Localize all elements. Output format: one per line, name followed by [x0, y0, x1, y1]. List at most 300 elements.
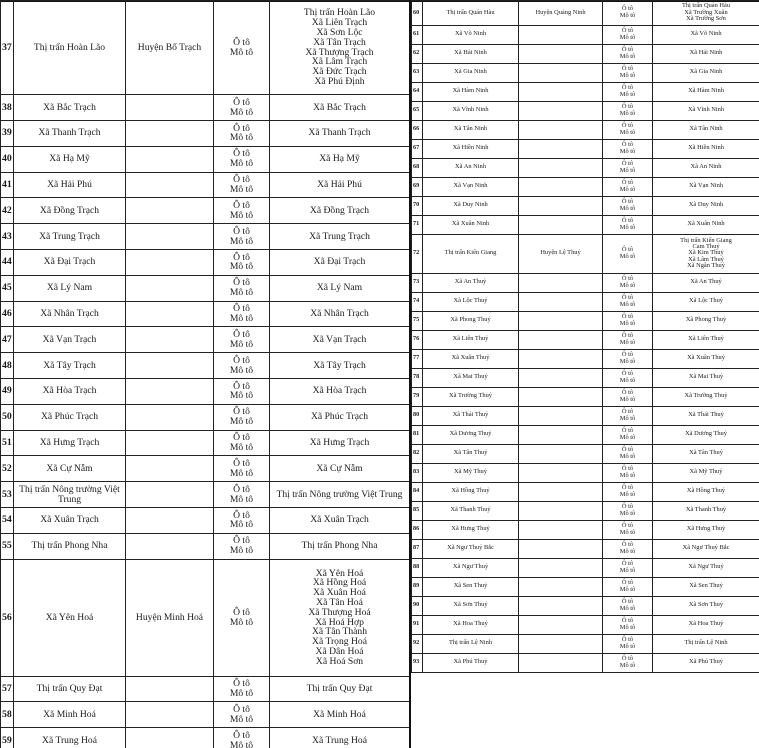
vehicle-type-line: Ô tô	[233, 354, 250, 366]
vehicle-type-cell	[603, 25, 653, 44]
table-row	[1, 95, 410, 121]
coverage-area-line: Cam Thuỷ	[692, 242, 720, 250]
table-row	[412, 539, 759, 558]
unit-name-cell: Xã Hàm Ninh	[423, 82, 519, 101]
district-cell	[519, 387, 603, 406]
table-row	[1, 507, 410, 533]
coverage-area-cell	[653, 158, 759, 177]
row-number-cell: 78	[412, 368, 423, 387]
vehicle-type-line: Ô tô	[621, 103, 634, 111]
coverage-area-line: Xã Thượng Hoá	[308, 606, 371, 618]
row-number-cell: 39	[1, 120, 14, 146]
district-cell	[519, 120, 603, 139]
table-row	[412, 615, 759, 634]
vehicle-type-line: Mô tô	[619, 52, 636, 60]
vehicle-type-line: Mô tô	[619, 414, 636, 422]
coverage-area-line: Xã Trường Sơn	[686, 15, 726, 22]
table-row	[1, 172, 410, 198]
coverage-area-cell	[270, 172, 410, 198]
coverage-area-cell	[653, 558, 759, 577]
coverage-area-line: Xã Minh Hoá	[313, 708, 366, 720]
vehicle-type-line: Ô tô	[621, 389, 634, 397]
row-number-cell: 54	[1, 507, 14, 533]
vehicle-type-line: Ô tô	[621, 27, 634, 35]
unit-name-cell: Thị trấn Phong Nha	[14, 533, 126, 559]
table-row	[412, 63, 759, 82]
vehicle-type-line: Ô tô	[233, 148, 250, 160]
row-number-cell: 88	[412, 558, 423, 577]
vehicle-type-cell	[603, 311, 653, 330]
coverage-area-line: Xã Ngân Thuỷ	[687, 262, 725, 270]
coverage-area-line: Xã Mỹ Thuỷ	[689, 468, 723, 476]
table-row	[1, 728, 410, 748]
unit-name-cell: Thị trấn Kiến Giang	[423, 234, 519, 273]
row-number-cell: 41	[1, 172, 14, 198]
vehicle-type-line: Mô tô	[619, 395, 636, 403]
vehicle-type-cell	[603, 44, 653, 63]
district-cell: Huyện Quảng Ninh	[519, 1, 603, 26]
vehicle-type-line: Mô tô	[619, 623, 636, 631]
vehicle-type-line: Ô tô	[621, 160, 634, 168]
district-cell	[519, 463, 603, 482]
vehicle-type-cell	[603, 387, 653, 406]
row-number-cell: 64	[412, 82, 423, 101]
district-cell	[519, 196, 603, 215]
unit-name-cell: Xã Trung Hoá	[14, 728, 126, 748]
coverage-area-cell	[270, 676, 410, 702]
coverage-area-line: Xã Thượng Trạch	[305, 46, 374, 58]
coverage-area-cell	[653, 368, 759, 387]
coverage-area-line: Xã Trường Xuân	[684, 8, 728, 16]
vehicle-type-line: Ô tô	[621, 484, 634, 492]
district-cell	[519, 539, 603, 558]
row-number-cell: 37	[1, 1, 14, 95]
district-cell	[519, 482, 603, 501]
district-cell	[126, 198, 214, 224]
table-row	[412, 196, 759, 215]
vehicle-type-line: Ô tô	[233, 432, 250, 444]
coverage-area-cell	[653, 292, 759, 311]
vehicle-type-line: Mô tô	[619, 71, 636, 79]
unit-name-cell: Xã Hồng Thuỷ	[423, 482, 519, 501]
vehicle-type-line: Ô tô	[233, 36, 250, 48]
vehicle-type-line: Mô tô	[229, 493, 254, 505]
coverage-area-cell	[270, 482, 410, 508]
vehicle-type-line: Mô tô	[619, 528, 636, 536]
district-cell: Huyện Bố Trạch	[126, 1, 214, 95]
coverage-area-cell	[653, 273, 759, 292]
vehicle-type-line: Ô tô	[233, 703, 250, 715]
table-row	[412, 349, 759, 368]
coverage-area-line: Xã Hòa Trạch	[312, 385, 367, 397]
coverage-area-cell	[653, 596, 759, 615]
coverage-area-cell	[653, 25, 759, 44]
coverage-area-cell	[653, 177, 759, 196]
coverage-area-cell	[270, 728, 410, 748]
coverage-area-line: Xã Phú Định	[314, 75, 365, 87]
vehicle-type-cell	[603, 63, 653, 82]
vehicle-type-line: Ô tô	[233, 199, 250, 211]
coverage-area-cell	[653, 634, 759, 653]
row-number-cell: 52	[1, 456, 14, 482]
coverage-area-line: Xã Yên Hoá	[315, 567, 364, 579]
vehicle-type-line: Mô tô	[229, 713, 254, 725]
vehicle-type-line: Ô tô	[233, 122, 250, 134]
vehicle-type-cell	[603, 634, 653, 653]
vehicle-type-line: Mô tô	[619, 281, 636, 289]
coverage-area-cell	[270, 378, 410, 404]
row-number-cell: 91	[412, 615, 423, 634]
vehicle-type-line: Mô tô	[229, 209, 254, 221]
row-number-cell: 90	[412, 596, 423, 615]
coverage-area-cell	[270, 353, 410, 379]
vehicle-type-cell	[214, 146, 270, 172]
vehicle-type-line: Mô tô	[229, 687, 254, 699]
table-row	[412, 387, 759, 406]
coverage-area-cell	[653, 1, 759, 26]
unit-name-cell: Xã Hải Ninh	[423, 44, 519, 63]
district-cell	[126, 404, 214, 430]
coverage-area-line: Xã Sen Thuỷ	[689, 582, 723, 590]
vehicle-type-line: Ô tô	[233, 251, 250, 263]
coverage-area-line: Thị trấn Phong Nha	[301, 540, 378, 552]
vehicle-type-cell	[603, 120, 653, 139]
vehicle-type-line: Mô tô	[619, 452, 636, 460]
vehicle-type-cell	[603, 558, 653, 577]
row-number-cell: 56	[1, 559, 14, 676]
vehicle-type-line: Mô tô	[229, 467, 254, 479]
coverage-area-line: Xã Dân Hoá	[315, 645, 364, 657]
coverage-area-cell	[653, 615, 759, 634]
district-cell	[519, 653, 603, 672]
coverage-area-line: Xã Dương Thuỷ	[685, 430, 727, 438]
vehicle-type-cell	[603, 463, 653, 482]
district-cell	[519, 520, 603, 539]
coverage-area-line: Thị trấn Quy Đạt	[306, 683, 373, 695]
district-cell	[519, 82, 603, 101]
district-cell	[126, 676, 214, 702]
vehicle-type-cell	[214, 301, 270, 327]
vehicle-type-line: Mô tô	[229, 183, 254, 195]
coverage-area-line: Xã Tân Thuỷ	[689, 449, 723, 457]
vehicle-type-cell	[214, 353, 270, 379]
vehicle-type-line: Ô tô	[621, 46, 634, 54]
coverage-area-line: Xã Tân Thành	[311, 626, 368, 638]
coverage-area-cell	[653, 653, 759, 672]
coverage-area-line: Xã Gia Ninh	[689, 68, 723, 76]
coverage-area-line: Xã Tân Trạch	[313, 36, 366, 48]
district-cell	[519, 273, 603, 292]
coverage-area-line: Xã Đại Trạch	[313, 256, 366, 268]
coverage-area-cell	[270, 249, 410, 275]
coverage-area-line: Xã Tân Hoá	[316, 596, 363, 608]
right-table	[411, 0, 759, 673]
vehicle-type-line: Ô tô	[621, 503, 634, 511]
coverage-area-line: Xã Đức Trạch	[312, 66, 367, 78]
coverage-area-line: Thị trấn Lệ Ninh	[684, 639, 728, 647]
table-row	[412, 596, 759, 615]
vehicle-type-cell	[214, 702, 270, 728]
vehicle-type-cell	[214, 430, 270, 456]
district-cell: Huyện Lệ Thuỷ	[519, 234, 603, 273]
vehicle-type-line: Mô tô	[229, 364, 254, 376]
unit-name-cell: Xã Hạ Mỹ	[14, 146, 126, 172]
table-row	[412, 463, 759, 482]
table-row	[412, 234, 759, 273]
coverage-area-line: Xã Đồng Trạch	[309, 204, 370, 216]
row-number-cell: 62	[412, 44, 423, 63]
unit-name-cell: Xã Ngư Thuỷ Bắc	[423, 539, 519, 558]
vehicle-type-line: Mô tô	[229, 416, 254, 428]
table-row	[412, 1, 759, 26]
vehicle-type-line: Ô tô	[621, 294, 634, 302]
coverage-area-cell	[270, 1, 410, 95]
vehicle-type-line: Mô tô	[229, 312, 254, 324]
coverage-area-line: Thị trấn Hoàn Lão	[303, 7, 376, 19]
row-number-cell: 87	[412, 539, 423, 558]
coverage-area-line: Xã Thái Thuỷ	[688, 411, 724, 419]
vehicle-type-line: Mô tô	[619, 223, 636, 231]
coverage-area-cell	[653, 63, 759, 82]
vehicle-type-line: Mô tô	[619, 642, 636, 650]
coverage-area-line: Xã Vạn Trạch	[312, 333, 367, 345]
district-cell	[126, 249, 214, 275]
coverage-area-cell	[270, 559, 410, 676]
district-cell	[126, 533, 214, 559]
unit-name-cell: Xã Hòa Trạch	[14, 378, 126, 404]
coverage-area-cell	[270, 430, 410, 456]
table-row	[412, 25, 759, 44]
vehicle-type-cell	[214, 120, 270, 146]
coverage-area-line: Xã Xuân Ninh	[687, 220, 725, 228]
district-cell	[519, 311, 603, 330]
row-number-cell: 61	[412, 25, 423, 44]
table-row	[1, 146, 410, 172]
coverage-area-cell	[653, 101, 759, 120]
vehicle-type-line: Ô tô	[621, 598, 634, 606]
vehicle-type-cell	[214, 172, 270, 198]
row-number-cell: 82	[412, 444, 423, 463]
coverage-area-cell	[270, 275, 410, 301]
vehicle-type-line: Ô tô	[233, 457, 250, 469]
vehicle-type-line: Ô tô	[621, 541, 634, 549]
vehicle-type-line: Mô tô	[619, 33, 636, 41]
coverage-area-line: Xã Sơn Thuỷ	[688, 601, 724, 609]
coverage-area-cell	[270, 404, 410, 430]
row-number-cell: 85	[412, 501, 423, 520]
unit-name-cell: Xã Thái Thuỷ	[423, 406, 519, 425]
district-cell	[126, 172, 214, 198]
coverage-area-line: Xã Tân Ninh	[689, 125, 723, 133]
coverage-area-line: Xã Hưng Thuỷ	[686, 525, 726, 533]
vehicle-type-line: Ô tô	[621, 655, 634, 663]
vehicle-type-cell	[603, 653, 653, 672]
district-cell	[126, 95, 214, 121]
table-row	[1, 353, 410, 379]
row-number-cell: 76	[412, 330, 423, 349]
district-cell	[519, 615, 603, 634]
vehicle-type-line: Ô tô	[233, 678, 250, 690]
vehicle-type-line: Ô tô	[621, 275, 634, 283]
table-row	[412, 634, 759, 653]
district-cell	[519, 368, 603, 387]
table-row	[412, 501, 759, 520]
unit-name-cell: Xã Xuân Thuỷ	[423, 349, 519, 368]
coverage-area-line: Xã Hoá Sơn	[315, 655, 364, 667]
coverage-area-line: Xã Vĩnh Ninh	[687, 106, 725, 114]
table-row	[1, 378, 410, 404]
table-row	[412, 425, 759, 444]
district-cell	[126, 146, 214, 172]
row-number-cell: 83	[412, 463, 423, 482]
row-number-cell: 49	[1, 378, 14, 404]
vehicle-type-line: Mô tô	[229, 158, 254, 170]
unit-name-cell: Xã Xuân Ninh	[423, 215, 519, 234]
coverage-area-cell	[270, 507, 410, 533]
vehicle-type-line: Ô tô	[621, 5, 634, 13]
vehicle-type-line: Mô tô	[619, 509, 636, 517]
table-row	[412, 158, 759, 177]
district-cell	[126, 456, 214, 482]
district-cell	[126, 353, 214, 379]
table-row	[412, 330, 759, 349]
unit-name-cell: Thị trấn Lệ Ninh	[423, 634, 519, 653]
vehicle-type-line: Ô tô	[621, 465, 634, 473]
vehicle-type-line: Ô tô	[233, 96, 250, 108]
unit-name-cell: Xã Mai Thuỷ	[423, 368, 519, 387]
coverage-area-line: Xã Phú Thuỷ	[689, 658, 723, 666]
coverage-area-line: Xã Phong Thuỷ	[685, 316, 727, 324]
vehicle-type-line: Ô tô	[621, 217, 634, 225]
coverage-area-cell	[270, 702, 410, 728]
vehicle-type-line: Mô tô	[619, 471, 636, 479]
district-cell	[126, 120, 214, 146]
coverage-area-cell	[653, 577, 759, 596]
coverage-area-line: Xã Ngư Thuỷ	[688, 563, 724, 571]
unit-name-cell: Xã Ngư Thuỷ	[423, 558, 519, 577]
unit-name-cell: Xã Sen Thuỷ	[423, 577, 519, 596]
table-row	[1, 559, 410, 676]
vehicle-type-cell	[603, 444, 653, 463]
district-cell	[519, 177, 603, 196]
vehicle-type-line: Ô tô	[621, 313, 634, 321]
vehicle-type-line: Ô tô	[233, 225, 250, 237]
vehicle-type-cell	[214, 559, 270, 676]
coverage-area-line: Xã Võ Ninh	[690, 30, 722, 38]
coverage-area-cell	[653, 82, 759, 101]
row-number-cell: 89	[412, 577, 423, 596]
coverage-area-cell	[653, 482, 759, 501]
coverage-area-cell	[270, 301, 410, 327]
unit-name-cell: Xã Xuân Trạch	[14, 507, 126, 533]
vehicle-type-line: Mô tô	[619, 547, 636, 555]
vehicle-type-line: Mô tô	[619, 300, 636, 308]
unit-name-cell: Xã Vạn Trạch	[14, 327, 126, 353]
vehicle-type-cell	[603, 196, 653, 215]
row-number-cell: 51	[1, 430, 14, 456]
coverage-area-line: Xã Kim Thuỷ	[688, 249, 724, 257]
district-cell	[519, 558, 603, 577]
vehicle-type-line: Mô tô	[619, 585, 636, 593]
district-cell	[519, 158, 603, 177]
table-row	[412, 653, 759, 672]
coverage-area-cell	[270, 95, 410, 121]
unit-name-cell: Thị trấn Hoàn Lão	[14, 1, 126, 95]
coverage-area-line: Xã Phúc Trạch	[310, 411, 369, 423]
coverage-area-line: Xã An Ninh	[690, 163, 722, 171]
table-row	[1, 482, 410, 508]
row-number-cell: 57	[1, 676, 14, 702]
unit-name-cell: Xã Võ Ninh	[423, 25, 519, 44]
district-cell	[126, 430, 214, 456]
coverage-area-line: Xã An Thuỷ	[690, 278, 722, 286]
vehicle-type-line: Ô tô	[621, 560, 634, 568]
table-row	[412, 311, 759, 330]
coverage-area-line: Xã Trọng Hoá	[312, 636, 367, 648]
table-row	[412, 101, 759, 120]
coverage-area-line: Xã Lâm Trạch	[311, 56, 368, 68]
vehicle-type-line: Ô tô	[233, 483, 250, 495]
coverage-area-line: Xã Hạ Mỹ	[319, 153, 360, 165]
row-number-cell: 44	[1, 249, 14, 275]
vehicle-type-line: Mô tô	[619, 490, 636, 498]
vehicle-type-cell	[603, 273, 653, 292]
table-row	[412, 215, 759, 234]
vehicle-type-line: Mô tô	[619, 204, 636, 212]
table-row	[412, 292, 759, 311]
district-cell	[519, 501, 603, 520]
vehicle-type-line: Ô tô	[621, 141, 634, 149]
unit-name-cell: Xã Dương Thuỷ	[423, 425, 519, 444]
vehicle-type-line: Mô tô	[229, 261, 254, 273]
table-row	[412, 82, 759, 101]
row-number-cell: 81	[412, 425, 423, 444]
district-cell	[519, 139, 603, 158]
vehicle-type-cell	[214, 533, 270, 559]
coverage-area-cell	[653, 330, 759, 349]
coverage-area-cell	[653, 463, 759, 482]
vehicle-type-line: Ô tô	[233, 406, 250, 418]
table-row	[1, 430, 410, 456]
vehicle-type-line: Mô tô	[619, 252, 636, 260]
vehicle-type-cell	[214, 249, 270, 275]
row-number-cell: 60	[412, 1, 423, 26]
vehicle-type-cell	[214, 507, 270, 533]
coverage-area-cell	[270, 198, 410, 224]
row-number-cell: 79	[412, 387, 423, 406]
district-cell	[519, 444, 603, 463]
district-cell	[126, 327, 214, 353]
vehicle-type-line: Mô tô	[619, 376, 636, 384]
row-number-cell: 86	[412, 520, 423, 539]
district-cell	[126, 224, 214, 250]
vehicle-type-cell	[603, 520, 653, 539]
row-number-cell: 72	[412, 234, 423, 273]
unit-name-cell: Xã Hải Phú	[14, 172, 126, 198]
unit-name-cell: Xã Duy Ninh	[423, 196, 519, 215]
coverage-area-cell	[653, 311, 759, 330]
table-row	[1, 120, 410, 146]
district-cell	[519, 292, 603, 311]
unit-name-cell: Xã Phúc Trạch	[14, 404, 126, 430]
coverage-area-line: Xã Lộc Thuỷ	[689, 297, 723, 305]
coverage-area-line: Thị trấn Quán Hàu	[681, 2, 731, 10]
vehicle-type-line: Ô tô	[233, 277, 250, 289]
coverage-area-line: Xã Hàm Ninh	[688, 87, 724, 95]
coverage-area-line: Xã Hưng Trạch	[309, 437, 370, 449]
vehicle-type-line: Ô tô	[621, 332, 634, 340]
coverage-area-cell	[653, 196, 759, 215]
